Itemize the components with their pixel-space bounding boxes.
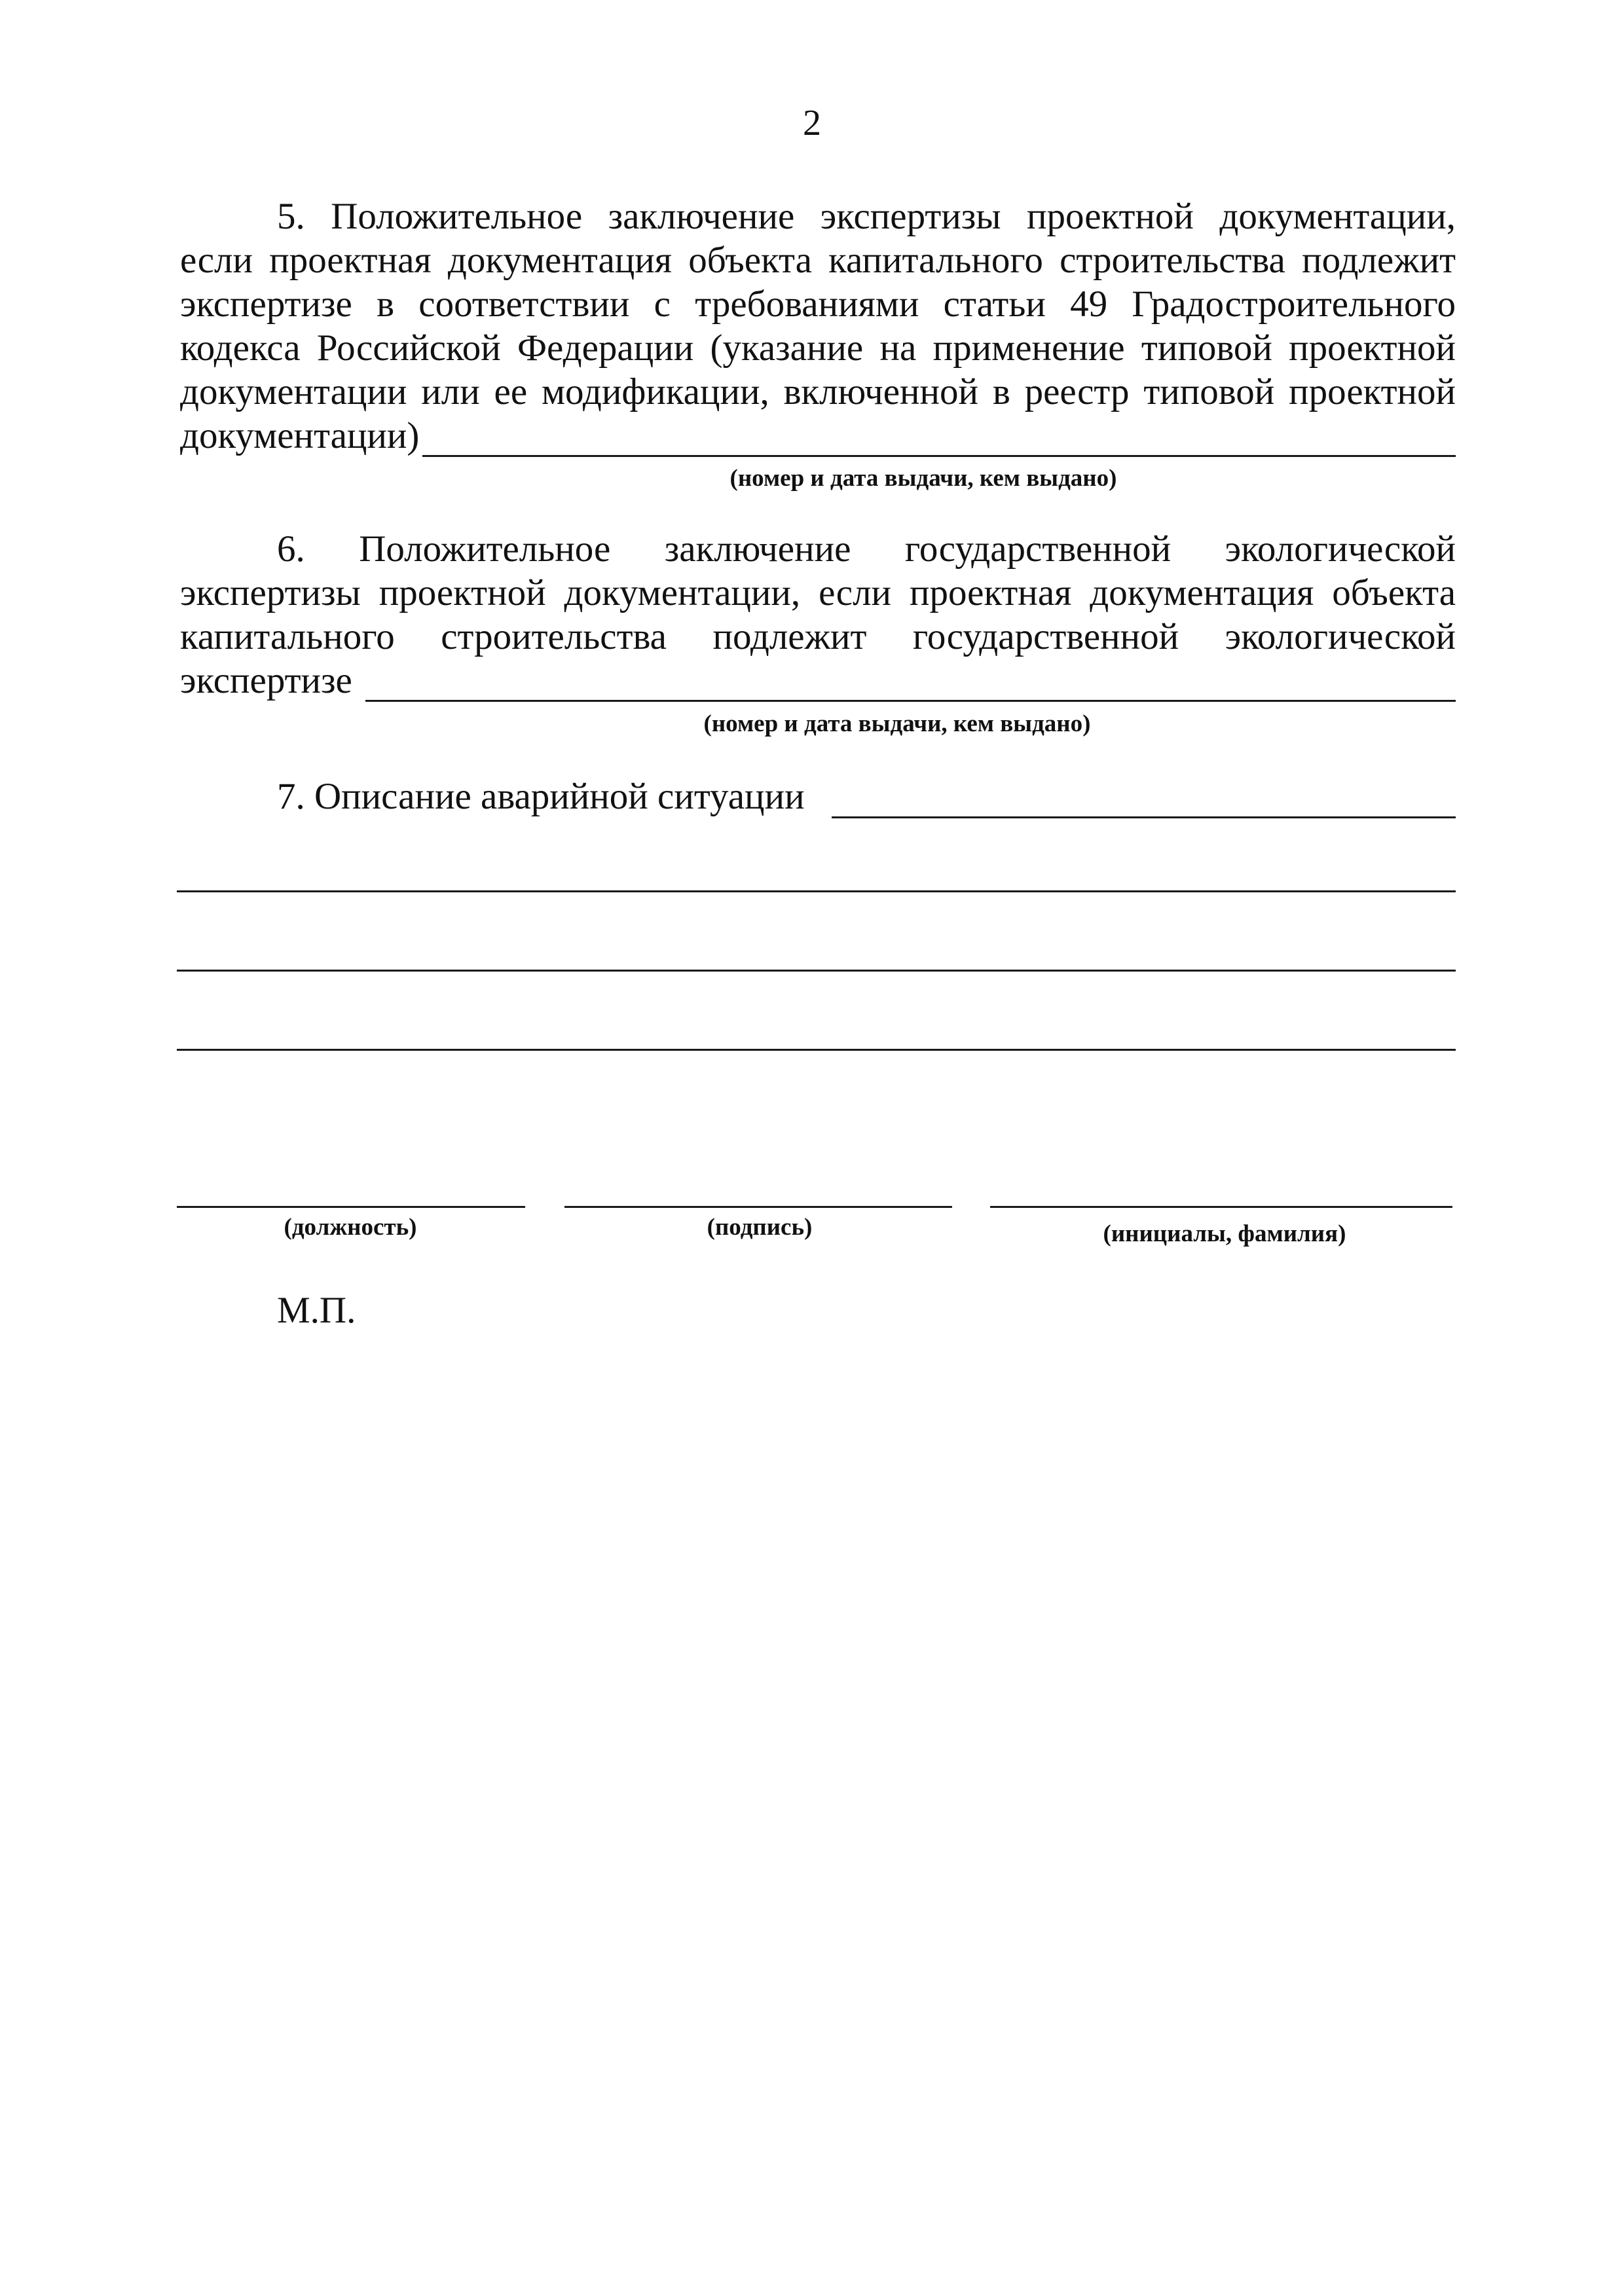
section5-line-6: документации) <box>180 415 420 456</box>
section5-line-5: документации или ее модификации, включенной в реестр типовой проектной <box>180 371 1456 412</box>
section5-caption: (номер и дата выдачи, кем выдано) <box>729 465 1117 492</box>
name-caption: (инициалы, фамилия) <box>1103 1220 1346 1247</box>
position-line[interactable] <box>177 1206 525 1208</box>
section6-caption: (номер и дата выдачи, кем выдано) <box>703 710 1091 737</box>
section6-line-4: экспертизе <box>180 660 352 701</box>
section7-blank-line-2[interactable] <box>177 970 1456 972</box>
name-line[interactable] <box>990 1206 1452 1208</box>
section6-fill-line[interactable] <box>365 700 1456 702</box>
section6-line-2: экспертизы проектной документации, если проектная документация объекта <box>180 572 1456 613</box>
section5-fill-line[interactable] <box>422 455 1456 457</box>
section6-line-1: 6. Положительное заключение государственной экологической <box>277 528 1456 570</box>
section7-blank-line-3[interactable] <box>177 1049 1456 1051</box>
signature-line[interactable] <box>564 1206 952 1208</box>
section7-fill-line[interactable] <box>832 816 1456 818</box>
section5-line-4: кодекса Российской Федерации (указание на применение типовой проектной <box>180 327 1456 369</box>
signature-caption: (подпись) <box>707 1214 813 1241</box>
section5-line-2: если проектная документация объекта капитального строительства подлежит <box>180 240 1456 281</box>
section7-label: 7. Описание аварийной ситуации <box>277 776 805 817</box>
page-number: 2 <box>803 103 821 143</box>
section5-line-3: экспертизе в соответствии с требованиями статьи 49 Градостроительного <box>180 283 1456 325</box>
section6-line-3: капитального строительства подлежит государственной экологической <box>180 616 1456 657</box>
position-caption: (должность) <box>284 1214 417 1241</box>
section5-line-1: 5. Положительное заключение экспертизы проектной документации, <box>277 196 1456 237</box>
section7-blank-line-1[interactable] <box>177 890 1456 892</box>
stamp-label: М.П. <box>277 1290 356 1331</box>
